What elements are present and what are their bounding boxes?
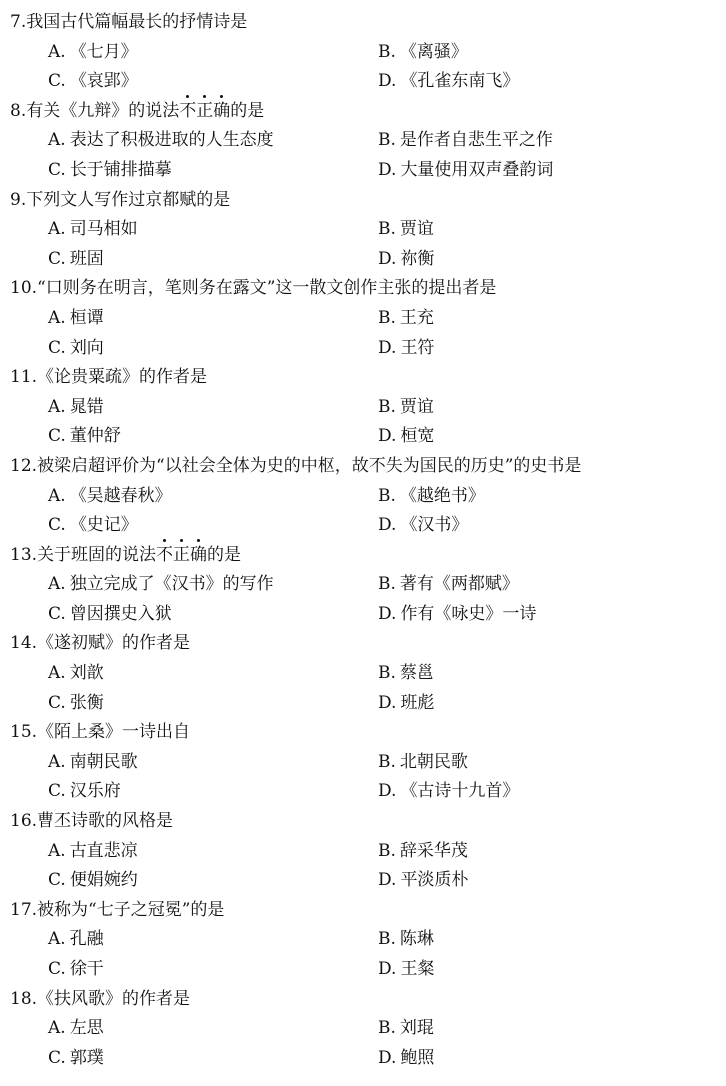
option-letter: C. [48, 1047, 66, 1068]
option-letter: B. [378, 840, 396, 861]
option-row [0, 925, 726, 955]
option-c [48, 689, 104, 719]
option-letter: A. [48, 41, 66, 62]
option-text: 《史记》 [69, 515, 138, 536]
option-row [0, 600, 726, 630]
question-number: 10. [10, 278, 38, 299]
question-number: 7. [10, 12, 27, 32]
option-row [0, 570, 726, 600]
option-row [0, 215, 726, 245]
option-row [0, 334, 726, 364]
question-stem [0, 718, 726, 748]
question-item [0, 541, 726, 630]
emphasis-char: 不 [156, 541, 173, 571]
question-number: 14. [10, 633, 38, 654]
option-letter: C. [48, 515, 66, 536]
option-a [48, 1014, 104, 1044]
option-letter: A. [48, 751, 66, 772]
option-text: 贾谊 [399, 396, 434, 417]
option-text: 鲍照 [400, 1047, 435, 1068]
question-number: 17. [10, 899, 38, 920]
option-letter: A. [48, 396, 66, 417]
option-a [48, 570, 274, 600]
option-text: 作有《咏史》一诗 [400, 603, 537, 624]
option-letter: B. [378, 929, 396, 950]
option-letter: C. [48, 248, 66, 269]
option-text: 祢衡 [400, 248, 435, 269]
option-letter: C. [48, 603, 66, 624]
option-a [48, 837, 138, 867]
option-text: 古直悲凉 [69, 840, 138, 861]
question-number: 9. [10, 189, 27, 210]
question-text: 《扶风歌》的作者是 [37, 988, 191, 1009]
option-row [0, 245, 726, 275]
option-row [0, 866, 726, 896]
option-text: 便娟婉约 [69, 870, 138, 891]
option-row [0, 422, 726, 452]
question-item [0, 186, 726, 275]
question-text: 被梁启超评价为“以社会全体为史的中枢，故不失为国民的历史”的史书是 [37, 455, 582, 476]
option-a [48, 393, 104, 423]
question-text: 《论贵粟疏》的作者是 [37, 367, 208, 388]
option-text: 独立完成了《汉书》的写作 [69, 574, 274, 595]
option-text: 表达了积极进取的人生态度 [69, 130, 274, 151]
option-row [0, 837, 726, 867]
question-stem [0, 452, 726, 482]
option-c [48, 511, 138, 541]
option-text: 北朝民歌 [399, 751, 468, 772]
option-text: 《孔雀东南飞》 [400, 71, 520, 92]
question-item [0, 629, 726, 718]
option-text: 刘歆 [69, 663, 104, 684]
option-b [378, 304, 434, 334]
question-text: 我国古代篇幅最长的抒情诗是 [26, 12, 248, 32]
option-text: 左思 [69, 1018, 104, 1039]
question-text: “口则务在明言，笔则务在露文”这一散文创作主张的提出者是 [37, 278, 497, 299]
option-letter: C. [48, 692, 66, 713]
option-d [378, 866, 468, 896]
question-item [0, 8, 726, 97]
option-text: 南朝民歌 [69, 751, 138, 772]
option-text: 汉乐府 [69, 781, 121, 802]
option-letter: D. [378, 959, 397, 979]
option-b [378, 659, 434, 689]
option-text: 张衡 [69, 692, 104, 713]
option-letter: D. [378, 71, 397, 92]
option-text: 蔡邕 [399, 663, 434, 684]
question-stem [0, 97, 726, 127]
option-letter: D. [378, 159, 397, 180]
option-row [0, 659, 726, 689]
question-item [0, 97, 726, 186]
option-text: 王粲 [400, 959, 435, 979]
option-row [0, 156, 726, 186]
option-letter: B. [378, 41, 396, 62]
option-letter: D. [378, 603, 397, 624]
option-c [48, 866, 138, 896]
option-letter: A. [48, 219, 66, 240]
option-text: 郭璞 [69, 1047, 104, 1068]
option-text: 贾谊 [399, 219, 434, 240]
option-letter: B. [378, 130, 396, 151]
question-number: 15. [10, 722, 38, 743]
question-stem [0, 896, 726, 926]
option-text: 曾因撰史入狱 [69, 603, 172, 624]
question-item [0, 274, 726, 363]
option-text: 刘向 [69, 337, 104, 358]
option-letter: C. [48, 337, 66, 358]
option-text: 平淡质朴 [400, 870, 469, 891]
option-text: 陈琳 [399, 929, 434, 950]
question-text: 《遂初赋》的作者是 [37, 633, 191, 654]
option-text: 桓谭 [69, 307, 104, 328]
option-d [378, 600, 536, 630]
question-text: 《陌上桑》一诗出自 [37, 722, 191, 743]
option-letter: B. [378, 574, 396, 595]
question-text: 曹丕诗歌的风格是 [37, 811, 174, 832]
option-text: 辞采华茂 [399, 840, 468, 861]
option-letter: B. [378, 663, 396, 684]
option-d [378, 1044, 434, 1074]
option-text: 《古诗十九首》 [400, 781, 520, 802]
emphasis-char: 正 [196, 97, 213, 127]
option-row [0, 955, 726, 985]
option-letter: C. [48, 870, 66, 891]
question-number: 16. [10, 811, 38, 832]
option-text: 司马相如 [69, 219, 138, 240]
option-letter: C. [48, 71, 66, 92]
question-text: 关于班固的说法 [37, 544, 157, 565]
option-row [0, 393, 726, 423]
option-c [48, 245, 104, 275]
option-letter: D. [378, 692, 397, 713]
question-item [0, 452, 726, 541]
option-text: 《七月》 [69, 41, 138, 62]
option-letter: A. [48, 1018, 66, 1039]
option-d [378, 156, 553, 186]
option-text: 班固 [69, 248, 104, 269]
question-item [0, 807, 726, 896]
option-text: 董仲舒 [69, 426, 121, 447]
option-b [378, 482, 485, 512]
option-letter: C. [48, 781, 66, 802]
question-stem [0, 541, 726, 571]
option-c [48, 334, 104, 364]
option-text: 王符 [400, 337, 435, 358]
question-stem [0, 985, 726, 1015]
option-c [48, 422, 121, 452]
option-d [378, 689, 434, 719]
option-a [48, 659, 104, 689]
question-text: 的是 [207, 544, 242, 565]
question-text: 被称为“七子之冠冕”的是 [37, 899, 225, 920]
option-c [48, 156, 172, 186]
option-b [378, 38, 468, 68]
question-list [0, 8, 726, 1073]
option-d [378, 67, 519, 97]
option-letter: D. [378, 1047, 397, 1068]
option-text: 《汉书》 [400, 515, 469, 536]
option-text: 《越绝书》 [399, 485, 485, 506]
question-item [0, 718, 726, 807]
option-text: 王充 [399, 307, 434, 328]
option-text: 孔融 [69, 929, 104, 950]
option-c [48, 600, 172, 630]
option-row [0, 126, 726, 156]
option-text: 班彪 [400, 692, 435, 713]
option-b [378, 393, 434, 423]
option-letter: A. [48, 130, 66, 151]
option-letter: D. [378, 248, 397, 269]
option-row [0, 482, 726, 512]
option-text: 桓宽 [400, 426, 435, 447]
option-row [0, 777, 726, 807]
option-text: 《离骚》 [399, 41, 468, 62]
question-stem [0, 8, 726, 38]
option-row [0, 1044, 726, 1074]
option-letter: A. [48, 485, 66, 506]
option-text: 晁错 [69, 396, 104, 417]
option-text: 著有《两都赋》 [399, 574, 519, 595]
option-b [378, 748, 468, 778]
option-letter: D. [378, 515, 397, 536]
question-stem [0, 186, 726, 216]
emphasized-text [179, 101, 230, 121]
option-b [378, 570, 519, 600]
option-text: 徐干 [69, 959, 104, 979]
option-row [0, 689, 726, 719]
option-letter: C. [48, 426, 66, 447]
option-row [0, 304, 726, 334]
option-letter: D. [378, 870, 397, 891]
emphasis-char: 不 [179, 97, 196, 127]
option-a [48, 925, 104, 955]
option-text: 大量使用双声叠韵词 [400, 159, 554, 180]
option-letter: C. [48, 159, 66, 180]
question-number: 12. [10, 455, 38, 476]
option-letter: D. [378, 337, 397, 358]
option-text: 长于铺排描摹 [69, 159, 172, 180]
question-stem [0, 274, 726, 304]
option-letter: A. [48, 929, 66, 950]
option-b [378, 837, 468, 867]
option-letter: A. [48, 663, 66, 684]
question-item [0, 363, 726, 452]
emphasis-char: 确 [213, 97, 230, 127]
option-d [378, 422, 434, 452]
option-row [0, 748, 726, 778]
question-stem [0, 629, 726, 659]
question-number: 11. [10, 367, 38, 388]
option-letter: A. [48, 307, 66, 328]
option-letter: B. [378, 307, 396, 328]
option-c [48, 67, 138, 97]
option-row [0, 67, 726, 97]
option-text: 《吴越春秋》 [69, 485, 172, 506]
option-text: 刘琨 [399, 1018, 434, 1039]
question-number: 18. [10, 988, 38, 1009]
option-d [378, 334, 434, 364]
option-a [48, 215, 138, 245]
option-a [48, 38, 138, 68]
question-item [0, 896, 726, 985]
option-d [378, 245, 434, 275]
question-text: 下列文人写作过京都赋的是 [26, 189, 231, 210]
option-letter: D. [378, 426, 397, 447]
option-a [48, 482, 172, 512]
option-row [0, 38, 726, 68]
question-item [0, 985, 726, 1074]
question-stem [0, 363, 726, 393]
option-letter: B. [378, 485, 396, 506]
option-letter: B. [378, 219, 396, 240]
option-letter: A. [48, 840, 66, 861]
option-letter: A. [48, 574, 66, 595]
option-letter: D. [378, 781, 397, 802]
question-stem [0, 807, 726, 837]
question-text: 的是 [230, 100, 265, 121]
option-b [378, 126, 553, 156]
option-letter: B. [378, 751, 396, 772]
option-b [378, 925, 434, 955]
option-text: 《哀郢》 [69, 71, 138, 92]
option-text: 是作者自悲生平之作 [399, 130, 553, 151]
emphasis-char: 确 [190, 541, 207, 571]
option-c [48, 777, 121, 807]
option-row [0, 511, 726, 541]
emphasized-text [156, 545, 207, 565]
option-row [0, 1014, 726, 1044]
option-b [378, 215, 434, 245]
option-letter: C. [48, 959, 66, 979]
emphasis-char: 正 [173, 541, 190, 571]
option-d [378, 777, 519, 807]
option-c [48, 1044, 104, 1074]
option-d [378, 511, 468, 541]
option-letter: B. [378, 1018, 396, 1039]
option-a [48, 304, 104, 334]
option-a [48, 748, 138, 778]
option-c [48, 955, 104, 985]
question-text: 有关《九辩》的说法 [26, 100, 180, 121]
option-a [48, 126, 274, 156]
option-b [378, 1014, 434, 1044]
option-letter: B. [378, 396, 396, 417]
option-d [378, 955, 434, 985]
question-number: 8. [10, 100, 27, 121]
question-number: 13. [10, 544, 38, 565]
